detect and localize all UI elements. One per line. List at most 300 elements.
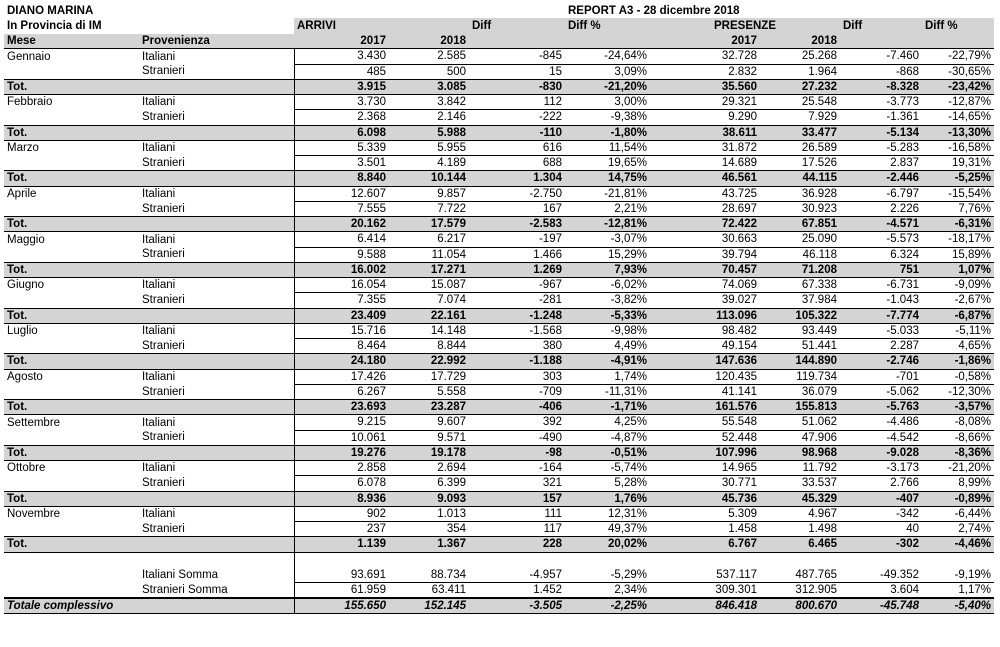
value-cell: 24.180: [294, 354, 389, 369]
value-cell: 2.287: [840, 339, 922, 354]
value-cell: 113.096: [650, 308, 760, 323]
table-row: [4, 186, 994, 201]
value-cell: 119.734: [760, 369, 840, 384]
value-cell: -1,71%: [565, 400, 650, 415]
value-cell: -12,30%: [922, 384, 994, 399]
value-cell: 117: [469, 522, 565, 537]
provenienza-label: Stranieri: [142, 156, 185, 169]
value-cell: -2,25%: [565, 598, 650, 614]
value-cell: -3.173: [840, 461, 922, 476]
value-cell: -4.486: [840, 415, 922, 430]
value-cell: 2.858: [294, 461, 389, 476]
value-cell: 14.965: [650, 461, 760, 476]
table-row: [4, 49, 994, 64]
empty-cell: [565, 552, 650, 567]
value-cell: 688: [469, 156, 565, 171]
value-cell: 5.558: [389, 384, 469, 399]
empty-cell: [389, 552, 469, 567]
month-name: [4, 64, 139, 79]
provenienza-label: Italiani: [142, 279, 176, 292]
value-cell: -7.460: [840, 49, 922, 64]
value-cell: 6.078: [294, 476, 389, 491]
value-cell: -3,07%: [565, 232, 650, 247]
value-cell: 40: [840, 522, 922, 537]
provenienza-label: Stranieri: [142, 477, 185, 490]
value-cell: 3.085: [389, 79, 469, 94]
value-cell: -9,09%: [922, 278, 994, 293]
value-cell: 17.579: [389, 217, 469, 232]
value-cell: 35.560: [650, 79, 760, 94]
value-cell: -342: [840, 506, 922, 521]
value-cell: 30.771: [650, 476, 760, 491]
value-cell: 1.013: [389, 506, 469, 521]
provenienza-label: Italiani: [142, 370, 176, 383]
report-table: [4, 3, 994, 614]
total-label: Tot.: [4, 308, 139, 323]
value-cell: -5,11%: [922, 323, 994, 338]
value-cell: 63.411: [389, 583, 469, 599]
value-cell: -16,58%: [922, 140, 994, 155]
value-cell: -4.957: [469, 567, 565, 582]
total-spacer: [139, 308, 294, 323]
empty-cell: [840, 552, 922, 567]
value-cell: 380: [469, 339, 565, 354]
value-cell: 152.145: [389, 598, 469, 614]
value-cell: -9,38%: [565, 110, 650, 125]
value-cell: 27.232: [760, 79, 840, 94]
value-cell: -0,89%: [922, 491, 994, 506]
total-row: [4, 491, 994, 506]
value-cell: 7.722: [389, 201, 469, 216]
value-cell: -18,17%: [922, 232, 994, 247]
value-cell: -8,08%: [922, 415, 994, 430]
value-cell: 16.002: [294, 262, 389, 277]
month-name: [4, 339, 139, 354]
value-cell: -23,42%: [922, 79, 994, 94]
value-cell: -4,87%: [565, 430, 650, 445]
month-name: [4, 293, 139, 308]
table-row: [4, 247, 994, 262]
presenze-2017-header: 2017: [650, 34, 760, 49]
value-cell: 500: [389, 64, 469, 79]
value-cell: 167: [469, 201, 565, 216]
value-cell: 11.054: [389, 247, 469, 262]
presenze-diffpct-header: Diff %: [922, 18, 994, 33]
province-label: In Provincia di IM: [7, 19, 102, 32]
value-cell: -0,51%: [565, 445, 650, 460]
value-cell: -6.731: [840, 278, 922, 293]
value-cell: -2.750: [469, 186, 565, 201]
value-cell: 1.466: [469, 247, 565, 262]
value-cell: 17.271: [389, 262, 469, 277]
month-name: [4, 522, 139, 537]
provenienza-label: Italiani: [142, 325, 176, 338]
value-cell: -3.505: [469, 598, 565, 614]
table-row: [4, 339, 994, 354]
value-cell: 44.115: [760, 171, 840, 186]
value-cell: 155.650: [294, 598, 389, 614]
value-cell: 12,31%: [565, 506, 650, 521]
value-cell: 107.996: [650, 445, 760, 460]
value-cell: 33.477: [760, 125, 840, 140]
total-spacer: [139, 354, 294, 369]
value-cell: -197: [469, 232, 565, 247]
value-cell: 616: [469, 140, 565, 155]
somma-label: Stranieri Somma: [142, 583, 228, 596]
value-cell: -2,67%: [922, 293, 994, 308]
value-cell: -2.583: [469, 217, 565, 232]
total-label: Tot.: [4, 537, 139, 552]
total-spacer: [139, 217, 294, 232]
value-cell: 15: [469, 64, 565, 79]
value-cell: 67.338: [760, 278, 840, 293]
value-cell: 88.734: [389, 567, 469, 582]
spacer-row: [4, 552, 994, 567]
value-cell: -1.361: [840, 110, 922, 125]
value-cell: 303: [469, 369, 565, 384]
empty-cell: [922, 552, 994, 567]
value-cell: 70.457: [650, 262, 760, 277]
value-cell: -6,87%: [922, 308, 994, 323]
value-cell: 39.027: [650, 293, 760, 308]
table-row: [4, 64, 994, 79]
table-row: [4, 278, 994, 293]
value-cell: 25.548: [760, 95, 840, 110]
month-name: [4, 476, 139, 491]
value-cell: 111: [469, 506, 565, 521]
value-cell: 52.448: [650, 430, 760, 445]
table-row: [4, 201, 994, 216]
total-spacer: [139, 537, 294, 552]
value-cell: 11,54%: [565, 140, 650, 155]
value-cell: 93.691: [294, 567, 389, 582]
value-cell: 19.276: [294, 445, 389, 460]
total-row: [4, 217, 994, 232]
value-cell: 45.736: [650, 491, 760, 506]
value-cell: 5.988: [389, 125, 469, 140]
value-cell: 17.526: [760, 156, 840, 171]
value-cell: 55.548: [650, 415, 760, 430]
value-cell: 1,76%: [565, 491, 650, 506]
total-spacer: [139, 262, 294, 277]
value-cell: 51.062: [760, 415, 840, 430]
value-cell: 9.215: [294, 415, 389, 430]
value-cell: 120.435: [650, 369, 760, 384]
total-row: [4, 445, 994, 460]
total-row: [4, 125, 994, 140]
value-cell: -21,20%: [922, 461, 994, 476]
value-cell: 157: [469, 491, 565, 506]
value-cell: 5.339: [294, 140, 389, 155]
total-label: Tot.: [4, 400, 139, 415]
header-row-columns: [4, 34, 994, 49]
value-cell: -5,33%: [565, 308, 650, 323]
value-cell: 5,28%: [565, 476, 650, 491]
value-cell: -13,30%: [922, 125, 994, 140]
provenienza-label: Italiani: [142, 462, 176, 475]
value-cell: 23.409: [294, 308, 389, 323]
value-cell: 15.716: [294, 323, 389, 338]
value-cell: 846.418: [650, 598, 760, 614]
value-cell: 7.074: [389, 293, 469, 308]
value-cell: 800.670: [760, 598, 840, 614]
value-cell: -6,31%: [922, 217, 994, 232]
value-cell: 51.441: [760, 339, 840, 354]
value-cell: 8.464: [294, 339, 389, 354]
value-cell: 105.322: [760, 308, 840, 323]
value-cell: -5,29%: [565, 567, 650, 582]
value-cell: -830: [469, 79, 565, 94]
value-cell: -9,19%: [922, 567, 994, 582]
value-cell: 237: [294, 522, 389, 537]
value-cell: 22.992: [389, 354, 469, 369]
value-cell: 487.765: [760, 567, 840, 582]
total-row: [4, 354, 994, 369]
table-row: [4, 506, 994, 521]
value-cell: -2.746: [840, 354, 922, 369]
value-cell: 17.426: [294, 369, 389, 384]
value-cell: -407: [840, 491, 922, 506]
value-cell: 751: [840, 262, 922, 277]
value-cell: 28.697: [650, 201, 760, 216]
value-cell: 228: [469, 537, 565, 552]
value-cell: 1.139: [294, 537, 389, 552]
value-cell: 902: [294, 506, 389, 521]
provenienza-label: Italiani: [142, 416, 176, 429]
value-cell: 67.851: [760, 217, 840, 232]
provenienza-label: Stranieri: [142, 294, 185, 307]
value-cell: 3.915: [294, 79, 389, 94]
value-cell: -22,79%: [922, 49, 994, 64]
value-cell: 30.663: [650, 232, 760, 247]
value-cell: 7.555: [294, 201, 389, 216]
value-cell: 1.304: [469, 171, 565, 186]
value-cell: 9.857: [389, 186, 469, 201]
value-cell: -98: [469, 445, 565, 460]
arrivi-diffpct-header: Diff %: [565, 18, 650, 33]
value-cell: -30,65%: [922, 64, 994, 79]
provenienza-label: Italiani: [142, 50, 176, 63]
provenienza-label: Stranieri: [142, 111, 185, 124]
month-name: [4, 430, 139, 445]
total-label: Tot.: [4, 79, 139, 94]
table-row: [4, 156, 994, 171]
provenienza-label: Stranieri: [142, 202, 185, 215]
value-cell: 2,34%: [565, 583, 650, 599]
value-cell: 1.964: [760, 64, 840, 79]
value-cell: -1.568: [469, 323, 565, 338]
value-cell: 5.309: [650, 506, 760, 521]
value-cell: -4,91%: [565, 354, 650, 369]
value-cell: 4,65%: [922, 339, 994, 354]
value-cell: 17.729: [389, 369, 469, 384]
value-cell: 19,31%: [922, 156, 994, 171]
total-spacer: [139, 491, 294, 506]
value-cell: 6.767: [650, 537, 760, 552]
value-cell: 4,49%: [565, 339, 650, 354]
month-name: Agosto: [7, 370, 43, 383]
value-cell: 37.984: [760, 293, 840, 308]
value-cell: 8,99%: [922, 476, 994, 491]
value-cell: 4.967: [760, 506, 840, 521]
total-label: Tot.: [4, 217, 139, 232]
provenienza-label: Stranieri: [142, 65, 185, 78]
value-cell: 46.118: [760, 247, 840, 262]
value-cell: 33.537: [760, 476, 840, 491]
value-cell: 6.399: [389, 476, 469, 491]
presenze-2018-header: 2018: [760, 34, 840, 49]
table-row: [4, 323, 994, 338]
value-cell: -5.763: [840, 400, 922, 415]
value-cell: 9.607: [389, 415, 469, 430]
value-cell: 14.689: [650, 156, 760, 171]
value-cell: -14,65%: [922, 110, 994, 125]
empty-cell: [4, 552, 139, 567]
value-cell: 72.422: [650, 217, 760, 232]
report-title: REPORT A3 - 28 dicembre 2018: [568, 4, 740, 17]
value-cell: 23.693: [294, 400, 389, 415]
value-cell: 10.061: [294, 430, 389, 445]
value-cell: -1.188: [469, 354, 565, 369]
value-cell: -8.328: [840, 79, 922, 94]
value-cell: 7.929: [760, 110, 840, 125]
value-cell: 3,09%: [565, 64, 650, 79]
presenze-header: PRESENZE: [650, 18, 840, 33]
total-label: Tot.: [4, 171, 139, 186]
value-cell: 392: [469, 415, 565, 430]
value-cell: 25.090: [760, 232, 840, 247]
value-cell: 14.148: [389, 323, 469, 338]
value-cell: 31.872: [650, 140, 760, 155]
value-cell: 485: [294, 64, 389, 79]
value-cell: 6.217: [389, 232, 469, 247]
value-cell: -49.352: [840, 567, 922, 582]
month-name: Novembre: [7, 508, 61, 521]
value-cell: 46.561: [650, 171, 760, 186]
month-name: Febbraio: [7, 96, 53, 109]
value-cell: 4,25%: [565, 415, 650, 430]
month-name: Giugno: [7, 279, 45, 292]
total-label: Tot.: [4, 125, 139, 140]
table-row: [4, 140, 994, 155]
value-cell: -281: [469, 293, 565, 308]
month-name: Luglio: [7, 325, 38, 338]
value-cell: 41.141: [650, 384, 760, 399]
value-cell: 6.414: [294, 232, 389, 247]
value-cell: 2.226: [840, 201, 922, 216]
value-cell: 45.329: [760, 491, 840, 506]
value-cell: -4.542: [840, 430, 922, 445]
value-cell: 1.269: [469, 262, 565, 277]
arrivi-2017-header: 2017: [294, 34, 389, 49]
value-cell: -845: [469, 49, 565, 64]
value-cell: -5.573: [840, 232, 922, 247]
value-cell: -4,46%: [922, 537, 994, 552]
total-row: [4, 262, 994, 277]
value-cell: 6.267: [294, 384, 389, 399]
value-cell: -6,44%: [922, 506, 994, 521]
value-cell: 147.636: [650, 354, 760, 369]
value-cell: 26.589: [760, 140, 840, 155]
value-cell: 39.794: [650, 247, 760, 262]
value-cell: -709: [469, 384, 565, 399]
provenienza-label: Stranieri: [142, 431, 185, 444]
value-cell: -164: [469, 461, 565, 476]
value-cell: 3.430: [294, 49, 389, 64]
value-cell: -701: [840, 369, 922, 384]
value-cell: -302: [840, 537, 922, 552]
value-cell: -7.774: [840, 308, 922, 323]
provenienza-label: Italiani: [142, 233, 176, 246]
month-name: [4, 156, 139, 171]
table-row: [4, 522, 994, 537]
value-cell: 98.968: [760, 445, 840, 460]
month-name: Aprile: [7, 187, 37, 200]
value-cell: -12,81%: [565, 217, 650, 232]
value-cell: 112: [469, 95, 565, 110]
arrivi-2018-header: 2018: [389, 34, 469, 49]
value-cell: 144.890: [760, 354, 840, 369]
value-cell: 2.832: [650, 64, 760, 79]
value-cell: -24,64%: [565, 49, 650, 64]
month-name: [4, 583, 139, 599]
value-cell: -21,81%: [565, 186, 650, 201]
provenienza-label: Italiani: [142, 96, 176, 109]
arrivi-diff-header: Diff: [469, 18, 565, 33]
value-cell: 32.728: [650, 49, 760, 64]
value-cell: 2,21%: [565, 201, 650, 216]
value-cell: -1,86%: [922, 354, 994, 369]
value-cell: 1,74%: [565, 369, 650, 384]
value-cell: 1.458: [650, 522, 760, 537]
value-cell: 5.955: [389, 140, 469, 155]
value-cell: 7.355: [294, 293, 389, 308]
value-cell: 15,29%: [565, 247, 650, 262]
month-name: Maggio: [7, 233, 45, 246]
value-cell: 74.069: [650, 278, 760, 293]
value-cell: 312.905: [760, 583, 840, 599]
presenze-diff-header: Diff: [840, 18, 922, 33]
value-cell: -9,98%: [565, 323, 650, 338]
value-cell: 19.178: [389, 445, 469, 460]
value-cell: 2.585: [389, 49, 469, 64]
value-cell: 6.465: [760, 537, 840, 552]
somma-row: [4, 567, 994, 582]
empty-cell: [650, 552, 760, 567]
value-cell: 1,07%: [922, 262, 994, 277]
value-cell: 36.928: [760, 186, 840, 201]
total-row: [4, 308, 994, 323]
value-cell: 3.501: [294, 156, 389, 171]
total-row: [4, 537, 994, 552]
value-cell: 15.087: [389, 278, 469, 293]
provenienza-label: Italiani: [142, 142, 176, 155]
month-name: [4, 110, 139, 125]
provenienza-label: Stranieri: [142, 522, 185, 535]
value-cell: 9.290: [650, 110, 760, 125]
value-cell: 3.730: [294, 95, 389, 110]
value-cell: 2.837: [840, 156, 922, 171]
value-cell: -3,82%: [565, 293, 650, 308]
month-name: [4, 247, 139, 262]
value-cell: 2.766: [840, 476, 922, 491]
table-row: [4, 384, 994, 399]
table-row: [4, 430, 994, 445]
empty-cell: [294, 552, 389, 567]
value-cell: 9.093: [389, 491, 469, 506]
title-row: [4, 3, 994, 18]
value-cell: -110: [469, 125, 565, 140]
